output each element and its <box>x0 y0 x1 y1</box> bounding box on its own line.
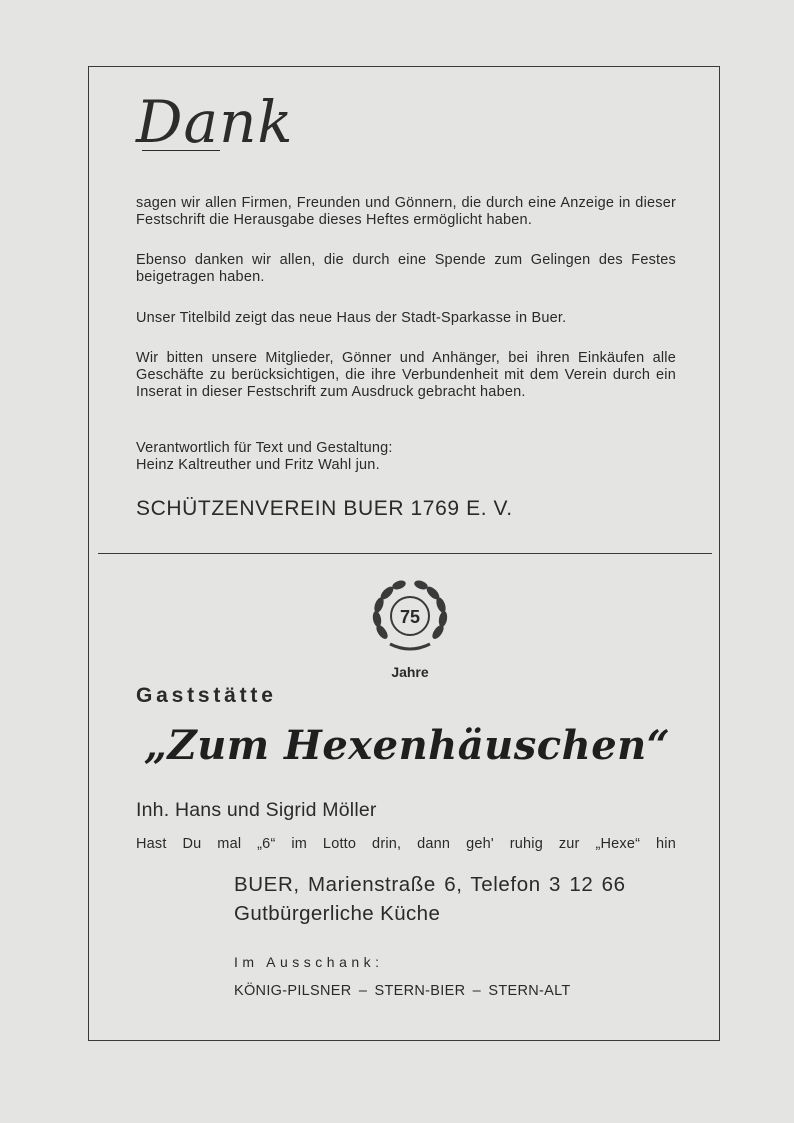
beer-list: KÖNIG-PILSNER – STERN-BIER – STERN-ALT <box>234 983 571 999</box>
kitchen-line: Gutbürgerliche Küche <box>234 902 441 925</box>
ausschank-label: Im Ausschank: <box>234 954 384 970</box>
slogan: Hast Du mal „6“ im Lotto drin, dann geh' ruhig zur „Hexe“ hin <box>136 836 676 852</box>
heading-flourish <box>142 150 220 151</box>
cover-image-paragraph: Unser Titelbild zeigt das neue Haus der Stadt-Sparkasse in Buer. <box>136 310 567 326</box>
section-divider <box>98 553 712 554</box>
support-request-paragraph: Wir bitten unsere Mitglieder, Gönner und Anhänger, bei ihren Einkäufen alle Geschäfte zu berücksichtigen, die ihre Verbundenheit mit dem Verein durch ein Inserat in dieser Festschrift zum Ausdruck gebracht haben. <box>136 350 676 400</box>
badge-number: 75 <box>399 607 421 627</box>
club-name: SCHÜTZENVEREIN BUER 1769 E. V. <box>136 497 513 520</box>
laurel-wreath-badge <box>368 574 452 658</box>
business-type: Gaststätte <box>136 684 277 707</box>
badge-label: Jahre <box>391 664 429 680</box>
restaurant-name: „Zum Hexenhäuschen“ <box>144 722 671 769</box>
dank-heading: Dank <box>136 88 294 156</box>
donation-paragraph: Ebenso danken wir allen, die durch eine Spende zum Gelingen des Festes beigetragen haben. <box>136 252 676 285</box>
owner-line: Inh. Hans und Sigrid Möller <box>136 799 377 821</box>
address-line: BUER, Marienstraße 6, Telefon 3 12 66 <box>234 873 626 896</box>
responsible-label: Verantwortlich für Text und Gestaltung: <box>136 440 393 456</box>
responsible-names: Heinz Kaltreuther und Fritz Wahl jun. <box>136 457 380 473</box>
responsibility-paragraph <box>136 440 676 474</box>
thanks-paragraph: sagen wir allen Firmen, Freunden und Gönnern, die durch eine Anzeige in dieser Festschrift die Herausgabe dieses Heftes ermöglicht haben. <box>136 195 676 228</box>
